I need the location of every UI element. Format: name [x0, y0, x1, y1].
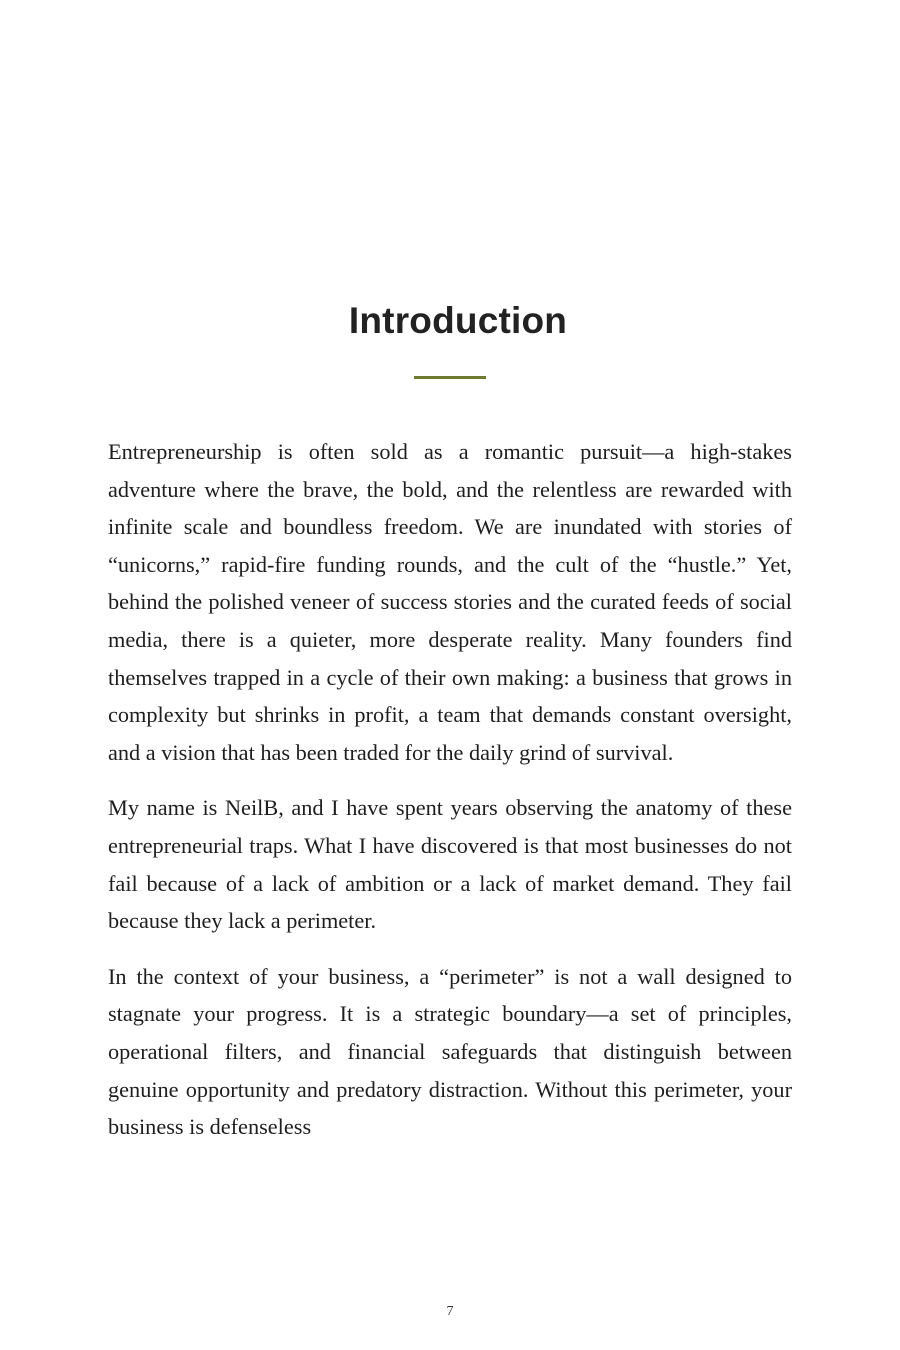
paragraph-3: In the context of your business, a “perimeter” is not a wall designed to stagnate your progress. It is a strategic boundary—a set of principles, operational filters, and financial safeguards that distinguish between genuine opportunity and predatory distraction. Without this perimeter, your business is defenseless	[108, 963, 792, 1140]
paragraph-2: My name is NeilB, and I have spent years observing the anatomy of these entrepreneurial traps. What I have discovered is that most businesses do not fail because of a lack of ambition or a lack of market demand. They fail because they lack a perimeter.	[108, 795, 792, 934]
paragraph-1: Entrepreneurship is often sold as a romantic pursuit—a high-stakes adventure where the brave, the bold, and the relentless are rewarded with infinite scale and boundless freedom. We are inundated with stories of “unicorns,” rapid-fire funding rounds, and the cult of the “hustle.” Yet, behind the polished veneer of success stories and the curated feeds of social media, there is a quieter, more desperate reality. Many founders find themselves trapped in a cycle of their own making: a business that grows in complexity but shrinks in profit, a team that demands constant oversight, and a vision that has been traded for the daily grind of survival.	[108, 439, 792, 765]
title-underline-rule	[414, 376, 486, 379]
chapter-title: Introduction	[348, 300, 568, 341]
page-number: 7	[446, 1304, 454, 1319]
chapter-body	[108, 433, 792, 1164]
